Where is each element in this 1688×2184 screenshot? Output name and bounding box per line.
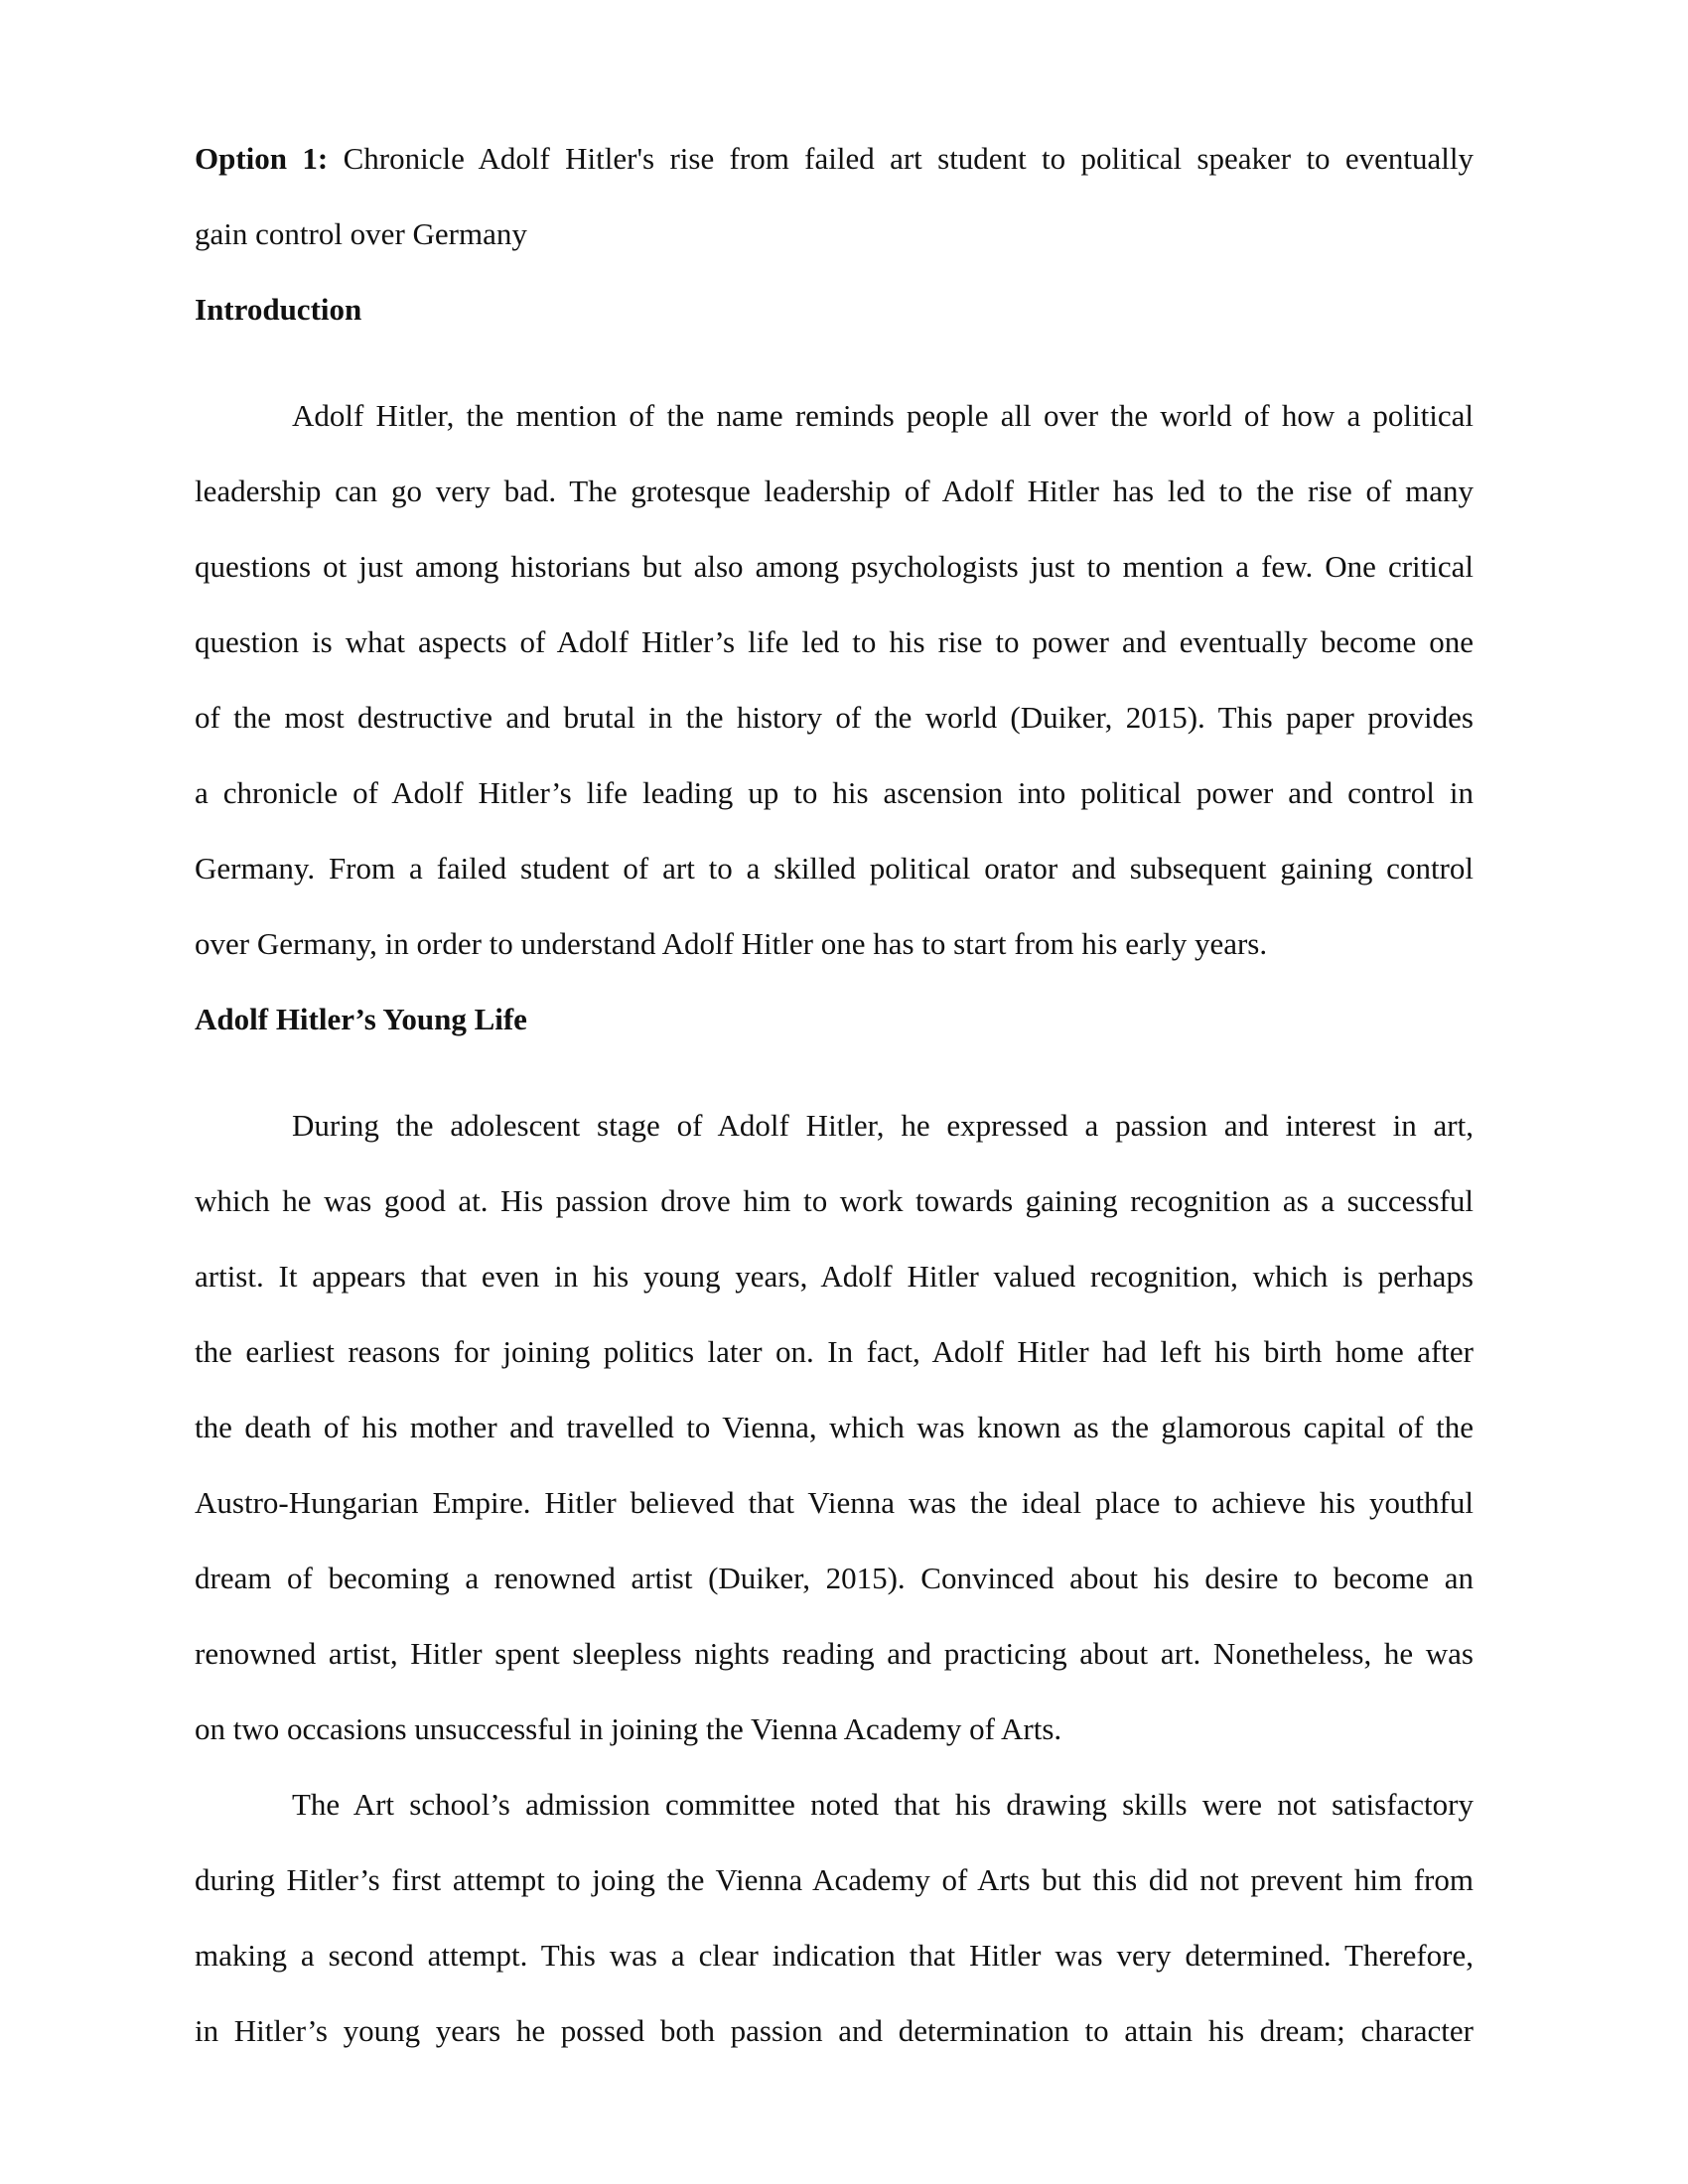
text-line: During the adolescent stage of Adolf Hitler, he expressed a passion and interest in art, <box>292 1108 1474 1143</box>
text-line: which he was good at. His passion drove him to work towards gaining recognition as a successful <box>195 1183 1474 1218</box>
paragraph-young-life-1 <box>195 1088 1474 1767</box>
text-line: the death of his mother and travelled to Vienna, which was known as the glamorous capital of the <box>195 1410 1474 1444</box>
text-line: in Hitler’s young years he possed both passion and determination to attain his dream; character <box>195 2013 1474 2048</box>
paragraph-introduction <box>195 378 1474 982</box>
text-line: making a second attempt. This was a clear indication that Hitler was very determined. Therefore, <box>195 1938 1474 1973</box>
text-line: the earliest reasons for joining politics later on. In fact, Adolf Hitler had left his birth home after <box>195 1334 1474 1369</box>
text-line: dream of becoming a renowned artist (Duiker, 2015). Convinced about his desire to become an <box>195 1561 1474 1595</box>
text-line: on two occasions unsuccessful in joining the Vienna Academy of Arts. <box>195 1711 1062 1746</box>
text-line: question is what aspects of Adolf Hitler’s life led to his rise to power and eventually become one <box>195 624 1474 659</box>
paragraph-young-life-2 <box>195 1767 1474 2069</box>
text-line: Austro-Hungarian Empire. Hitler believed that Vienna was the ideal place to achieve his youthful <box>195 1485 1474 1520</box>
text-line: renowned artist, Hitler spent sleepless nights reading and practicing about art. Nonetheless, he was <box>195 1636 1474 1671</box>
title-line-1 <box>195 121 1474 197</box>
title-text: Chronicle Adolf Hitler's rise from failed art student to political speaker to eventually <box>343 141 1475 176</box>
section-heading-introduction: Introduction <box>195 292 362 327</box>
text-line: questions ot just among historians but also among psychologists just to mention a few. One critical <box>195 549 1474 584</box>
text-line: The Art school’s admission committee noted that his drawing skills were not satisfactory <box>292 1787 1474 1822</box>
text-line: of the most destructive and brutal in the history of the world (Duiker, 2015). This paper provides <box>195 700 1474 735</box>
text-line: artist. It appears that even in his young years, Adolf Hitler valued recognition, which is perhaps <box>195 1259 1474 1294</box>
text-line: Germany. From a failed student of art to a skilled political orator and subsequent gaining control <box>195 851 1474 886</box>
section-heading-young-life: Adolf Hitler’s Young Life <box>195 1002 527 1036</box>
option-label: Option 1: <box>195 141 329 176</box>
text-line: over Germany, in order to understand Adolf Hitler one has to start from his early years. <box>195 926 1268 961</box>
title-line-2: gain control over Germany <box>195 216 527 251</box>
text-line: Adolf Hitler, the mention of the name reminds people all over the world of how a political <box>292 398 1474 433</box>
document-page <box>195 121 1474 2069</box>
text-line: during Hitler’s first attempt to joing the Vienna Academy of Arts but this did not prevent him from <box>195 1862 1474 1897</box>
text-line: leadership can go very bad. The grotesque leadership of Adolf Hitler has led to the rise of many <box>195 474 1474 508</box>
text-line: a chronicle of Adolf Hitler’s life leading up to his ascension into political power and control in <box>195 775 1474 810</box>
